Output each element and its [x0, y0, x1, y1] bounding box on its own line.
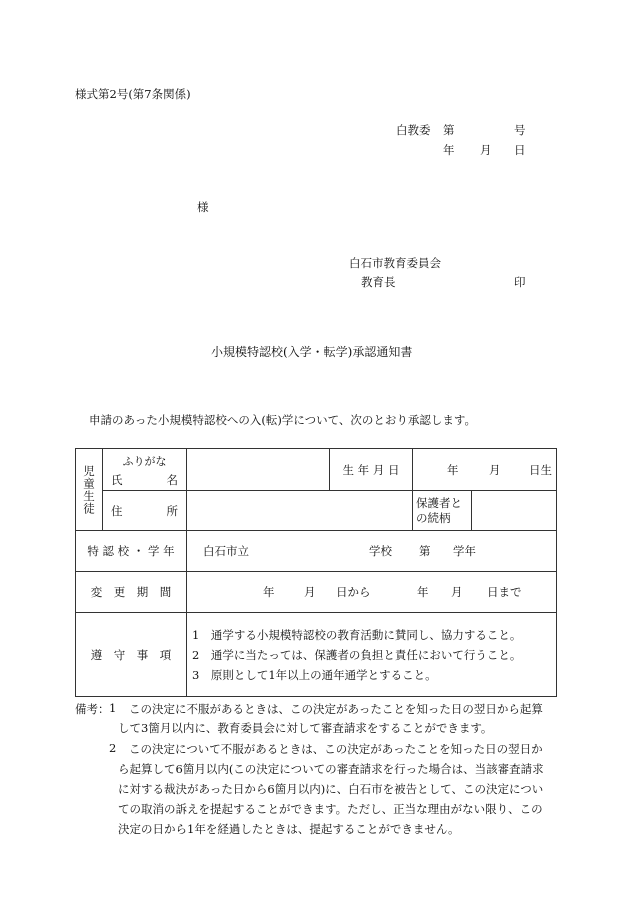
- period-day-2: 日まで: [487, 585, 522, 599]
- student-label: 児童生徒: [82, 464, 96, 515]
- school-value-cell: [187, 531, 557, 572]
- period-day-1: 日から: [336, 585, 371, 599]
- issuer-seal: 印: [514, 275, 526, 289]
- address-label-cell: [103, 491, 187, 531]
- remark-2-line-2: ら起算して6箇月以内(この決定についての審査請求を行った場合は、当該審査請求: [118, 762, 544, 776]
- issuer-role: 教育長: [361, 275, 396, 289]
- birth-year: 年: [447, 462, 459, 477]
- furigana-label: ふりがな: [122, 455, 167, 468]
- remark-1-number: 1: [109, 701, 117, 715]
- rules-label: 遵 守 事 項: [90, 647, 172, 662]
- birth-day: 日生: [529, 462, 552, 477]
- school-label: 特 認 校 ・ 学 年: [87, 544, 175, 558]
- address-label-1: 住: [111, 503, 123, 518]
- student-label-cell: [76, 449, 103, 531]
- period-year-2: 年: [417, 585, 429, 599]
- intro-text: 申請のあった小規模特認校への入(転)学について、次のとおり承認します。: [89, 413, 476, 427]
- addressee-sama: 様: [197, 200, 209, 214]
- period-value-cell: [187, 572, 557, 613]
- birth-value-cell: [413, 449, 557, 491]
- school-label-cell: [76, 531, 187, 572]
- remark-2-line-1: この決定について不服があるときは、この決定があったことを知った日の翌日か: [129, 742, 543, 756]
- remark-1-line-2: して3箇月以内に、教育委員会に対して審査請求をすることができます。: [118, 721, 493, 735]
- name-label-cell: [103, 449, 187, 491]
- birth-label: 生 年 月 日: [342, 462, 400, 477]
- birth-label-cell: [330, 449, 413, 491]
- doc-number-dai: 第: [443, 123, 455, 137]
- date-month: 月: [480, 143, 492, 157]
- guardian-label: 保護者との続柄: [416, 495, 462, 525]
- address-label-2: 所: [166, 503, 178, 518]
- doc-number-prefix: 白教委: [396, 123, 431, 137]
- rule-item-3: 3 原則として1年以上の通年通学とすること。: [192, 667, 437, 682]
- issuer-org: 白石市教育委員会: [349, 256, 441, 270]
- guardian-label-cell: [413, 491, 472, 531]
- rule-item-1: 1 通学する小規模特認校の教育活動に賛同し、協力すること。: [192, 627, 522, 642]
- remark-2-line-4: ての取消の訴えを提起することができます。ただし、正当な理由がない限り、この: [118, 802, 543, 816]
- remark-1-line-1: この決定に不服があるときは、この決定があったことを知った日の翌日から起算: [129, 702, 543, 716]
- period-label-cell: [76, 572, 187, 613]
- doc-number-go: 号: [514, 123, 526, 137]
- rules-value-cell: [187, 613, 557, 697]
- remark-2-line-5: 決定の日から1年を経過したときは、提起することができません。: [118, 822, 460, 836]
- rules-label-cell: [76, 613, 187, 697]
- remark-2-line-3: に対する裁決があった日から6箇月以内)に、白石市を被告として、この決定につい: [118, 782, 544, 796]
- remarks-label: 備考：: [75, 702, 110, 716]
- name-label-2: 名: [166, 473, 178, 487]
- period-label: 変 更 期 間: [90, 585, 172, 599]
- date-day: 日: [514, 143, 526, 157]
- grade-suffix: 学年: [453, 544, 476, 558]
- name-value-cell: [187, 449, 330, 491]
- period-year-1: 年: [263, 585, 275, 599]
- approval-table: [75, 448, 557, 697]
- birth-month: 月: [489, 462, 501, 477]
- rule-item-2: 2 通学に当たっては、保護者の負担と責任において行うこと。: [192, 647, 522, 662]
- form-number: 様式第2号(第7条関係): [75, 87, 191, 101]
- name-label-1: 氏: [111, 473, 123, 487]
- school-city: 白石市立: [203, 544, 249, 558]
- remark-2-number: 2: [109, 741, 117, 755]
- address-value-cell: [187, 491, 413, 531]
- guardian-value-cell: [472, 491, 557, 531]
- period-month-2: 月: [451, 585, 463, 599]
- school-suffix: 学校: [369, 544, 392, 558]
- grade-prefix: 第: [419, 544, 431, 558]
- document-title: 小規模特認校(入学・転学)承認通知書: [211, 345, 413, 359]
- date-year: 年: [443, 143, 455, 157]
- period-month-1: 月: [304, 585, 316, 599]
